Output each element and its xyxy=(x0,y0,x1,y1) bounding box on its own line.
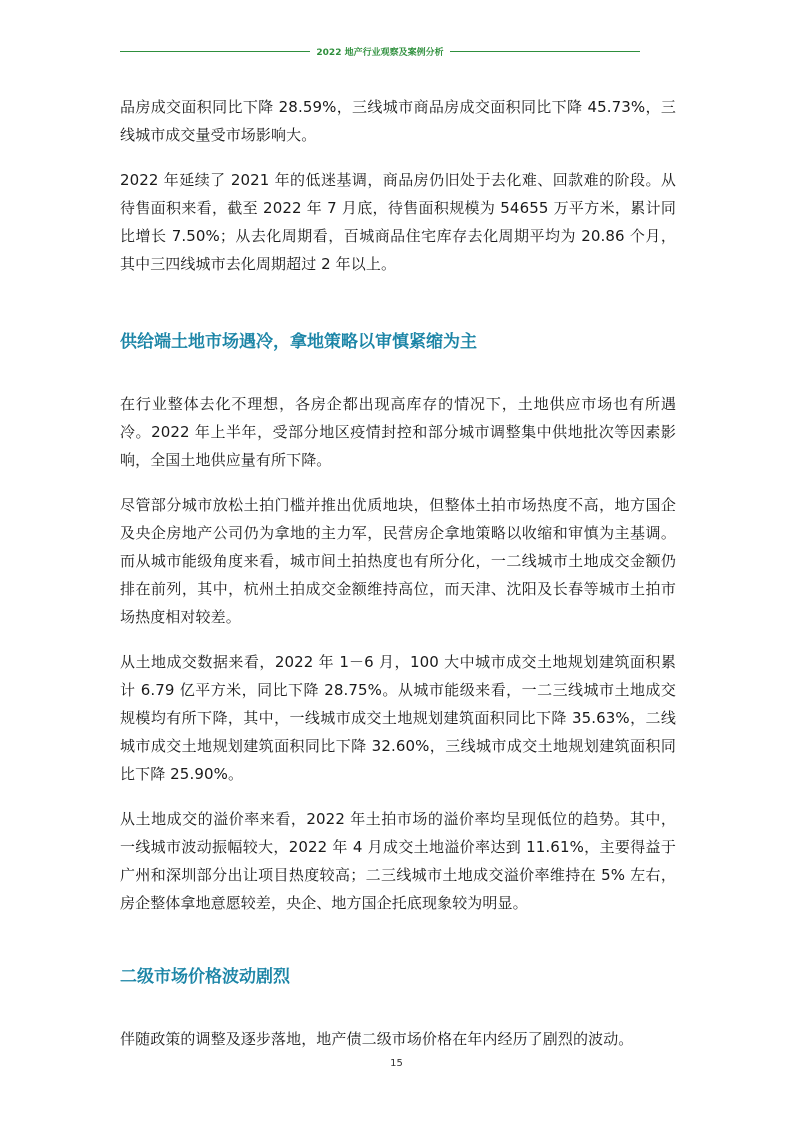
paragraph-4: 尽管部分城市放松土拍门槛并推出优质地块，但整体土拍市场热度不高，地方国企及央企房地产公司仍为拿地的主力军，民营房企拿地策略以收缩和审慎为主基调。而从城市能级角度来看，城市间土拍热度也有所分化，一二线城市土地成交金额仍排在前列，其中，杭州土拍成交金额维持高位，而天津、沈阳及长春等城市土拍市场热度相对较差。 xyxy=(120,496,676,626)
paragraph-2: 2022 年延续了 2021 年的低迷基调，商品房仍旧处于去化难、回款难的阶段。从待售面积来看，截至 2022 年 7 月底，待售面积规模为 54655 万平方米，累计同比增长 7.50%；从去化周期看，百城商品住宅库存去化周期平均为 20.86 个月，其中三四线城市去化周期超过 2 年以上。 xyxy=(120,171,676,273)
page-header xyxy=(120,44,640,58)
page-number: 15 xyxy=(390,1058,403,1069)
paragraph-6: 从土地成交的溢价率来看，2022 年土拍市场的溢价率均呈现低位的趋势。其中，一线城市波动振幅较大，2022 年 4 月成交土地溢价率达到 11.61%，主要得益于广州和深圳部分出让项目热度较高；二三线城市土地成交溢价率维持在 5% 左右，房企整体拿地意愿较差，央企、地方国企托底现象较为明显。 xyxy=(120,810,676,912)
paragraph-1: 品房成交面积同比下降 28.59%，三线城市商品房成交面积同比下降 45.73%，三线城市成交量受市场影响大。 xyxy=(120,98,676,144)
section-heading-2: 二级市场价格波动剧烈 xyxy=(120,967,290,987)
header-rule-right xyxy=(450,51,640,52)
header-rule-left xyxy=(120,51,310,52)
paragraph-7: 伴随政策的调整及逐步落地，地产债二级市场价格在年内经历了剧烈的波动。 xyxy=(120,1030,634,1048)
header-title: 2022 地产行业观察及案例分析 xyxy=(316,47,444,58)
paragraph-3: 在行业整体去化不理想，各房企都出现高库存的情况下，土地供应市场也有所遇冷。2022 年上半年，受部分地区疫情封控和部分城市调整集中供地批次等因素影响，全国土地供应量有所下降。 xyxy=(120,395,676,469)
section-heading-1: 供给端土地市场遇冷，拿地策略以审慎紧缩为主 xyxy=(120,332,477,352)
paragraph-5: 从土地成交数据来看，2022 年 1－6 月，100 大中城市成交土地规划建筑面积累计 6.79 亿平方米，同比下降 28.75%。从城市能级来看，一二三线城市土地成交规模均有所下降，其中，一线城市成交土地规划建筑面积同比下降 35.63%，二线城市成交土地规划建筑面积同比下降 32.60%，三线城市成交土地规划建筑面积同比下降 25.90%。 xyxy=(120,653,676,783)
page-body xyxy=(120,93,676,1053)
